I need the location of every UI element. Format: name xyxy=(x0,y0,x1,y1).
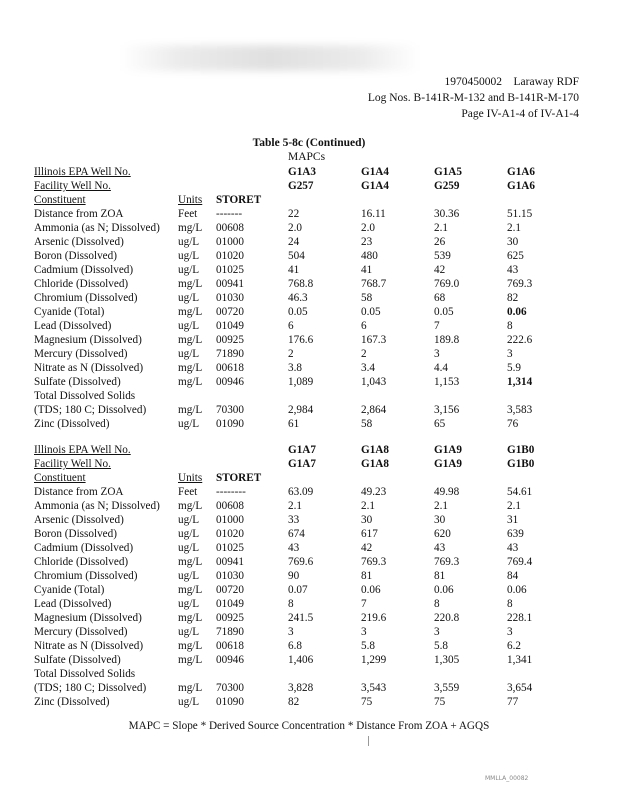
value-cell: 3,156 xyxy=(434,404,460,416)
value-cell: 0.06 xyxy=(507,584,527,596)
value-cell: 620 xyxy=(434,528,451,540)
facility-id: G1A6 xyxy=(507,180,535,192)
value-cell: 82 xyxy=(288,696,300,708)
value-cell: 8 xyxy=(288,598,294,610)
facility-number-label: Facility Well No. xyxy=(34,180,111,192)
value-cell: 3,654 xyxy=(507,682,533,694)
value-cell: 3 xyxy=(507,348,513,360)
storet-code: 01020 xyxy=(216,250,244,262)
well-id: G1A9 xyxy=(434,444,462,456)
constituent-name: Zinc (Dissolved) xyxy=(34,696,110,708)
unit-cell: mg/L xyxy=(178,222,203,234)
table-row xyxy=(34,249,594,263)
value-cell: 0.06 xyxy=(507,306,527,318)
value-cell: 2 xyxy=(361,348,367,360)
well-id: G1A4 xyxy=(361,166,389,178)
value-cell: 43 xyxy=(507,542,519,554)
table-row xyxy=(34,235,594,249)
value-cell: 769.3 xyxy=(507,278,533,290)
unit-cell: mg/L xyxy=(178,404,203,416)
value-cell: 7 xyxy=(361,598,367,610)
value-cell: 768.7 xyxy=(361,278,387,290)
value-cell: 8 xyxy=(507,320,513,332)
constituent-name: Magnesium (Dissolved) xyxy=(34,612,142,624)
value-cell: 3 xyxy=(507,626,513,638)
unit-cell: Feet xyxy=(178,486,198,498)
table-row xyxy=(34,389,594,403)
value-cell: 0.05 xyxy=(434,306,454,318)
value-cell: 2.0 xyxy=(288,222,302,234)
table-row xyxy=(34,417,594,431)
facility-id: G259 xyxy=(434,180,460,192)
value-cell: 2.1 xyxy=(507,222,521,234)
value-cell: 167.3 xyxy=(361,334,387,346)
value-cell: 2,984 xyxy=(288,404,314,416)
storet-code: 00608 xyxy=(216,500,244,512)
value-cell: 769.3 xyxy=(361,556,387,568)
facility-number-row xyxy=(34,457,594,471)
value-cell: 3.8 xyxy=(288,362,302,374)
table-row xyxy=(34,527,594,541)
value-cell: 769.4 xyxy=(507,556,533,568)
table-row xyxy=(34,597,594,611)
table-row xyxy=(34,207,594,221)
value-cell: 58 xyxy=(361,418,373,430)
value-cell: 674 xyxy=(288,528,305,540)
facility-id: G1B0 xyxy=(507,458,535,470)
table-row xyxy=(34,347,594,361)
value-cell: 30 xyxy=(507,236,519,248)
unit-cell: ug/L xyxy=(178,236,200,248)
storet-code: 01000 xyxy=(216,236,244,248)
constituent-name: Cadmium (Dissolved) xyxy=(34,264,134,276)
storet-code: 00925 xyxy=(216,334,244,346)
value-cell: 2.1 xyxy=(434,222,448,234)
constituent-header: Constituent xyxy=(34,472,86,484)
header-page-line: Page IV-A1-4 of IV-A1-4 xyxy=(461,108,579,120)
storet-code: 00946 xyxy=(216,376,244,388)
constituent-name: Boron (Dissolved) xyxy=(34,528,117,540)
value-cell: 81 xyxy=(434,570,446,582)
unit-cell: ug/L xyxy=(178,348,200,360)
constituent-name: Arsenic (Dissolved) xyxy=(34,514,124,526)
value-cell: 75 xyxy=(361,696,373,708)
constituent-name: Distance from ZOA xyxy=(34,486,124,498)
value-cell: 0.06 xyxy=(434,584,454,596)
unit-cell: mg/L xyxy=(178,640,203,652)
value-cell: 241.5 xyxy=(288,612,314,624)
facility-number-row xyxy=(34,179,594,193)
table-row xyxy=(34,653,594,667)
constituent-name: Total Dissolved Solids xyxy=(34,668,136,680)
constituent-name: Zinc (Dissolved) xyxy=(34,418,110,430)
constituent-name: Total Dissolved Solids xyxy=(34,390,136,402)
facility-id: G1A9 xyxy=(434,458,462,470)
value-cell: 49.98 xyxy=(434,486,460,498)
value-cell: 3 xyxy=(434,626,440,638)
constituent-name: Chloride (Dissolved) xyxy=(34,556,129,568)
column-header-row xyxy=(34,193,594,207)
storet-code: 01090 xyxy=(216,418,244,430)
storet-code: -------- xyxy=(216,486,246,498)
value-cell: 3 xyxy=(434,348,440,360)
value-cell: 769.6 xyxy=(288,556,314,568)
header-id-line: 1970450002 Laraway RDF xyxy=(444,76,579,88)
value-cell: 58 xyxy=(361,292,373,304)
section-2 xyxy=(34,443,594,709)
table-row xyxy=(34,361,594,375)
value-cell: 3.4 xyxy=(361,362,375,374)
value-cell: 41 xyxy=(361,264,373,276)
table-row xyxy=(34,485,594,499)
value-cell: 42 xyxy=(434,264,446,276)
constituent-name: Nitrate as N (Dissolved) xyxy=(34,640,144,652)
value-cell: 769.0 xyxy=(434,278,460,290)
value-cell: 5.8 xyxy=(434,640,448,652)
storet-header: STORET xyxy=(216,194,262,206)
storet-code: 71890 xyxy=(216,348,244,360)
table-row xyxy=(34,291,594,305)
storet-code: 70300 xyxy=(216,682,244,694)
unit-cell: ug/L xyxy=(178,320,200,332)
value-cell: 1,153 xyxy=(434,376,460,388)
value-cell: 6.8 xyxy=(288,640,302,652)
storet-code: 01030 xyxy=(216,570,244,582)
unit-cell: ug/L xyxy=(178,570,200,582)
table-row xyxy=(34,319,594,333)
value-cell: 51.15 xyxy=(507,208,533,220)
constituent-name: Chromium (Dissolved) xyxy=(34,292,138,304)
constituent-name: Mercury (Dissolved) xyxy=(34,626,128,638)
storet-code: 71890 xyxy=(216,626,244,638)
constituent-name: Distance from ZOA xyxy=(34,208,124,220)
constituent-name: (TDS; 180 C; Dissolved) xyxy=(34,682,147,694)
table-row xyxy=(34,695,594,709)
value-cell: 26 xyxy=(434,236,446,248)
unit-cell: mg/L xyxy=(178,376,203,388)
value-cell: 639 xyxy=(507,528,524,540)
table-row xyxy=(34,667,594,681)
constituent-name: (TDS; 180 C; Dissolved) xyxy=(34,404,147,416)
unit-cell: mg/L xyxy=(178,306,203,318)
storet-code: 01090 xyxy=(216,696,244,708)
value-cell: 176.6 xyxy=(288,334,314,346)
value-cell: 49.23 xyxy=(361,486,387,498)
unit-cell: mg/L xyxy=(178,556,203,568)
unit-cell: mg/L xyxy=(178,654,203,666)
value-cell: 81 xyxy=(361,570,373,582)
value-cell: 1,089 xyxy=(288,376,314,388)
value-cell: 31 xyxy=(507,514,519,526)
value-cell: 2.1 xyxy=(434,500,448,512)
value-cell: 625 xyxy=(507,250,524,262)
value-cell: 46.3 xyxy=(288,292,308,304)
table-row xyxy=(34,221,594,235)
constituent-name: Cyanide (Total) xyxy=(34,306,105,318)
value-cell: 3 xyxy=(288,626,294,638)
mapcs-label: MAPCs xyxy=(288,151,326,163)
value-cell: 0.05 xyxy=(288,306,308,318)
storet-code: 01049 xyxy=(216,320,244,332)
constituent-name: Cadmium (Dissolved) xyxy=(34,542,134,554)
value-cell: 65 xyxy=(434,418,446,430)
value-cell: 189.8 xyxy=(434,334,460,346)
constituent-name: Chloride (Dissolved) xyxy=(34,278,129,290)
value-cell: 768.8 xyxy=(288,278,314,290)
value-cell: 8 xyxy=(434,598,440,610)
value-cell: 222.6 xyxy=(507,334,533,346)
table-row xyxy=(34,375,594,389)
constituent-name: Lead (Dissolved) xyxy=(34,598,112,610)
facility-id: G257 xyxy=(288,180,314,192)
scan-smudge xyxy=(120,45,420,71)
storet-code: 00946 xyxy=(216,654,244,666)
unit-cell: ug/L xyxy=(178,542,200,554)
table-row xyxy=(34,583,594,597)
unit-cell: mg/L xyxy=(178,362,203,374)
storet-code: 01000 xyxy=(216,514,244,526)
storet-code: 00925 xyxy=(216,612,244,624)
table-row xyxy=(34,513,594,527)
unit-cell: ug/L xyxy=(178,528,200,540)
well-id: G1A8 xyxy=(361,444,389,456)
constituent-name: Ammonia (as N; Dissolved) xyxy=(34,500,160,512)
constituent-name: Ammonia (as N; Dissolved) xyxy=(34,222,160,234)
value-cell: 68 xyxy=(434,292,446,304)
value-cell: 5.9 xyxy=(507,362,521,374)
value-cell: 30 xyxy=(434,514,446,526)
well-number-label: Illinois EPA Well No. xyxy=(34,444,131,456)
value-cell: 33 xyxy=(288,514,300,526)
value-cell: 1,043 xyxy=(361,376,387,388)
value-cell: 76 xyxy=(507,418,519,430)
scan-mark xyxy=(368,736,369,746)
value-cell: 22 xyxy=(288,208,300,220)
table-row xyxy=(34,555,594,569)
section-1 xyxy=(34,165,594,431)
facility-id: G1A7 xyxy=(288,458,316,470)
constituent-name: Arsenic (Dissolved) xyxy=(34,236,124,248)
well-number-row xyxy=(34,443,594,457)
value-cell: 41 xyxy=(288,264,300,276)
value-cell: 82 xyxy=(507,292,519,304)
storet-code: 00941 xyxy=(216,556,244,568)
unit-cell: ug/L xyxy=(178,292,200,304)
unit-cell: ug/L xyxy=(178,696,200,708)
table-row xyxy=(34,403,594,417)
value-cell: 2 xyxy=(288,348,294,360)
unit-cell: Feet xyxy=(178,208,198,220)
unit-cell: mg/L xyxy=(178,500,203,512)
value-cell: 219.6 xyxy=(361,612,387,624)
section-1-rows xyxy=(34,207,594,431)
table-row xyxy=(34,333,594,347)
storet-code: 00618 xyxy=(216,640,244,652)
constituent-name: Nitrate as N (Dissolved) xyxy=(34,362,144,374)
facility-id: G1A4 xyxy=(361,180,389,192)
header-log-line: Log Nos. B-141R-M-132 and B-141R-M-170 xyxy=(367,92,579,104)
unit-cell: ug/L xyxy=(178,418,200,430)
value-cell: 23 xyxy=(361,236,373,248)
value-cell: 8 xyxy=(507,598,513,610)
value-cell: 43 xyxy=(507,264,519,276)
table-row xyxy=(34,681,594,695)
value-cell: 2.0 xyxy=(361,222,375,234)
value-cell: 3,583 xyxy=(507,404,533,416)
storet-code: 01030 xyxy=(216,292,244,304)
well-id: G1A6 xyxy=(507,166,535,178)
value-cell: 617 xyxy=(361,528,378,540)
value-cell: 1,341 xyxy=(507,654,533,666)
value-cell: 77 xyxy=(507,696,519,708)
value-cell: 6 xyxy=(288,320,294,332)
value-cell: 1,299 xyxy=(361,654,387,666)
unit-cell: mg/L xyxy=(178,278,203,290)
value-cell: 1,314 xyxy=(507,376,533,388)
well-id: G1B0 xyxy=(507,444,535,456)
table-title: Table 5-8c (Continued) xyxy=(252,137,366,149)
storet-code: 01049 xyxy=(216,598,244,610)
value-cell: 3,543 xyxy=(361,682,387,694)
unit-cell: ug/L xyxy=(178,598,200,610)
storet-code: ------- xyxy=(216,208,243,220)
value-cell: 504 xyxy=(288,250,305,262)
value-cell: 6.2 xyxy=(507,640,521,652)
value-cell: 6 xyxy=(361,320,367,332)
well-id: G1A3 xyxy=(288,166,316,178)
value-cell: 228.1 xyxy=(507,612,533,624)
document-header xyxy=(368,74,579,122)
well-id: G1A5 xyxy=(434,166,462,178)
value-cell: 16.11 xyxy=(361,208,386,220)
value-cell: 4.4 xyxy=(434,362,448,374)
value-cell: 54.61 xyxy=(507,486,533,498)
table-row xyxy=(34,263,594,277)
well-id: G1A7 xyxy=(288,444,316,456)
value-cell: 30.36 xyxy=(434,208,460,220)
bates-stamp: MMLLA_00082 xyxy=(485,775,529,782)
value-cell: 2.1 xyxy=(507,500,521,512)
storet-code: 00941 xyxy=(216,278,244,290)
table-row xyxy=(34,499,594,513)
unit-cell: ug/L xyxy=(178,626,200,638)
units-header: Units xyxy=(178,194,203,206)
table-row xyxy=(34,305,594,319)
value-cell: 3,559 xyxy=(434,682,460,694)
table-row xyxy=(34,639,594,653)
value-cell: 480 xyxy=(361,250,378,262)
unit-cell: mg/L xyxy=(178,334,203,346)
table-row xyxy=(34,625,594,639)
value-cell: 0.05 xyxy=(361,306,381,318)
constituent-name: Mercury (Dissolved) xyxy=(34,348,128,360)
constituent-name: Chromium (Dissolved) xyxy=(34,570,138,582)
well-number-row xyxy=(34,165,594,179)
table-row xyxy=(34,569,594,583)
value-cell: 0.06 xyxy=(361,584,381,596)
storet-code: 70300 xyxy=(216,404,244,416)
value-cell: 30 xyxy=(361,514,373,526)
value-cell: 2.1 xyxy=(361,500,375,512)
value-cell: 2,864 xyxy=(361,404,387,416)
value-cell: 43 xyxy=(288,542,300,554)
facility-id: G1A8 xyxy=(361,458,389,470)
value-cell: 75 xyxy=(434,696,446,708)
units-header: Units xyxy=(178,472,203,484)
storet-code: 00618 xyxy=(216,362,244,374)
constituent-name: Cyanide (Total) xyxy=(34,584,105,596)
value-cell: 539 xyxy=(434,250,451,262)
constituent-name: Boron (Dissolved) xyxy=(34,250,117,262)
value-cell: 43 xyxy=(434,542,446,554)
column-header-row xyxy=(34,471,594,485)
value-cell: 769.3 xyxy=(434,556,460,568)
value-cell: 42 xyxy=(361,542,373,554)
value-cell: 5.8 xyxy=(361,640,375,652)
value-cell: 1,406 xyxy=(288,654,314,666)
table-row xyxy=(34,541,594,555)
footnote: MAPC = Slope * Derived Source Concentration * Distance From ZOA + AGQS xyxy=(128,720,490,732)
table-row xyxy=(34,277,594,291)
section-2-rows xyxy=(34,485,594,709)
storet-header: STORET xyxy=(216,472,262,484)
constituent-name: Lead (Dissolved) xyxy=(34,320,112,332)
unit-cell: ug/L xyxy=(178,514,200,526)
value-cell: 90 xyxy=(288,570,300,582)
value-cell: 3 xyxy=(361,626,367,638)
unit-cell: ug/L xyxy=(178,264,200,276)
unit-cell: mg/L xyxy=(178,584,203,596)
constituent-name: Sulfate (Dissolved) xyxy=(34,654,121,666)
constituent-name: Sulfate (Dissolved) xyxy=(34,376,121,388)
facility-number-label: Facility Well No. xyxy=(34,458,111,470)
value-cell: 63.09 xyxy=(288,486,314,498)
value-cell: 84 xyxy=(507,570,519,582)
storet-code: 00608 xyxy=(216,222,244,234)
constituent-header: Constituent xyxy=(34,194,86,206)
storet-code: 01025 xyxy=(216,264,244,276)
value-cell: 24 xyxy=(288,236,300,248)
value-cell: 2.1 xyxy=(288,500,302,512)
value-cell: 0.07 xyxy=(288,584,308,596)
unit-cell: mg/L xyxy=(178,612,203,624)
well-number-label: Illinois EPA Well No. xyxy=(34,166,131,178)
storet-code: 00720 xyxy=(216,584,244,596)
unit-cell: mg/L xyxy=(178,682,203,694)
storet-code: 01020 xyxy=(216,528,244,540)
constituent-name: Magnesium (Dissolved) xyxy=(34,334,142,346)
value-cell: 61 xyxy=(288,418,300,430)
value-cell: 220.8 xyxy=(434,612,460,624)
storet-code: 01025 xyxy=(216,542,244,554)
table-row xyxy=(34,611,594,625)
value-cell: 1,305 xyxy=(434,654,460,666)
value-cell: 3,828 xyxy=(288,682,314,694)
storet-code: 00720 xyxy=(216,306,244,318)
value-cell: 7 xyxy=(434,320,440,332)
unit-cell: ug/L xyxy=(178,250,200,262)
